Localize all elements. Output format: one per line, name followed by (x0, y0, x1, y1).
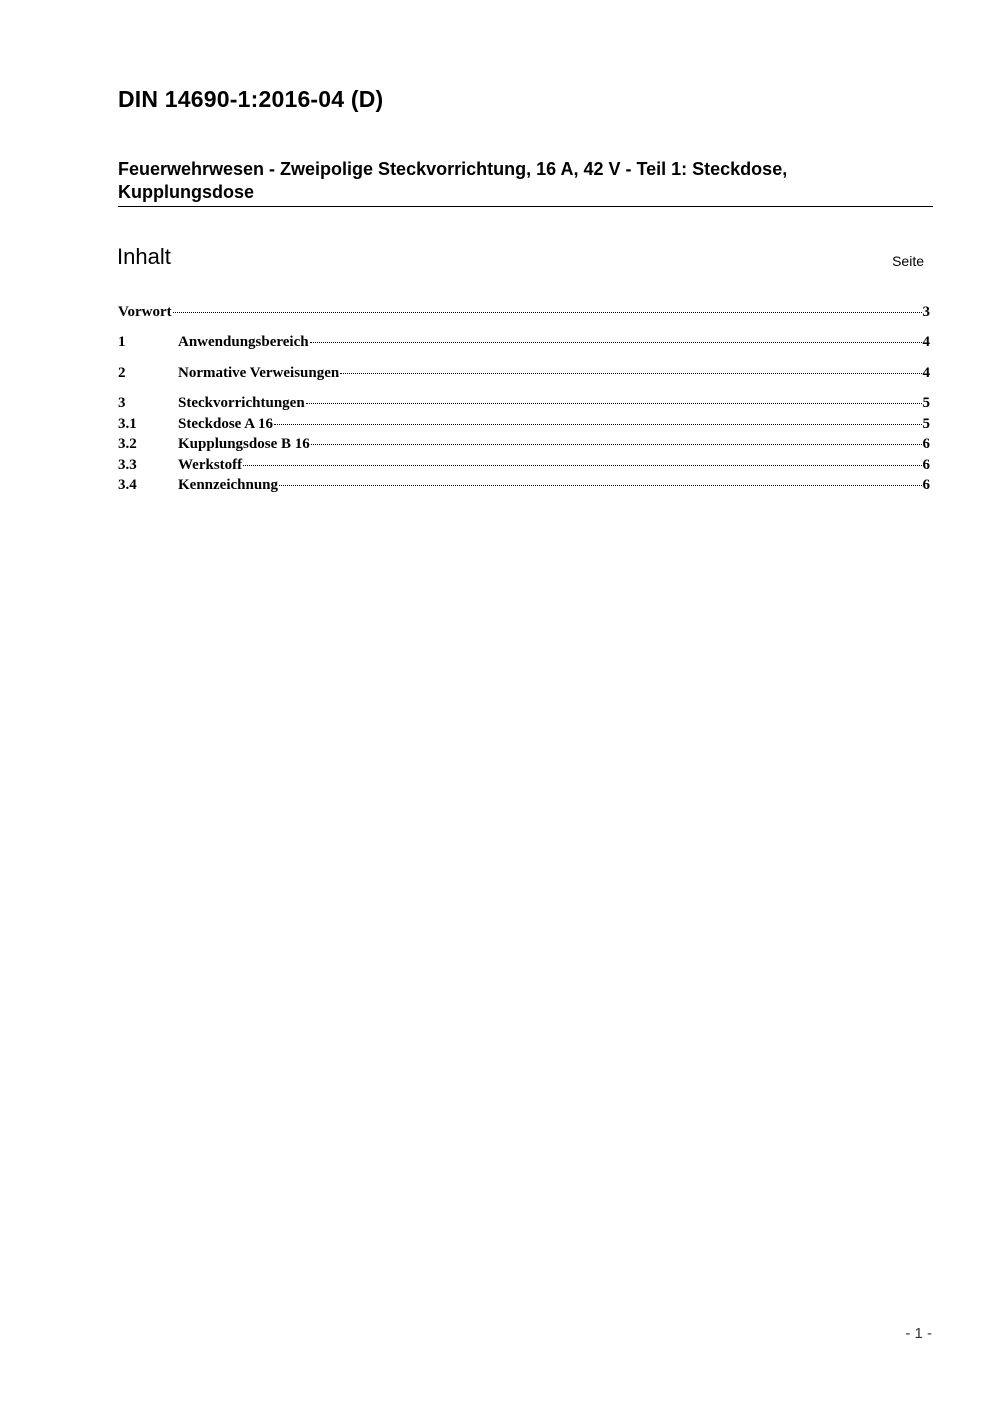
toc-entry-number: 1 (118, 334, 126, 350)
toc-entry-number: 3.3 (118, 457, 137, 473)
toc-entry-page: 6 (922, 436, 930, 452)
toc-entry-number: 3.1 (118, 416, 137, 432)
toc-entry-number: 2 (118, 365, 126, 381)
toc-entry-steckdose-a16[interactable] (118, 415, 930, 433)
toc-entry-page: 4 (922, 334, 930, 350)
toc-entry-number: 3.2 (118, 436, 137, 452)
toc-dot-leader (243, 464, 921, 466)
toc-dot-leader (310, 341, 922, 343)
toc-entry-anwendungsbereich[interactable] (118, 333, 930, 351)
title-divider (118, 206, 933, 207)
document-subtitle: Feuerwehrwesen - Zweipolige Steckvorrichtung, 16 A, 42 V - Teil 1: Steckdose, Kupplungsdose (118, 159, 788, 202)
toc-entry-number: 3.4 (118, 477, 137, 493)
toc-entry-label: Kupplungsdose B 16 (178, 436, 310, 452)
toc-entry-label: Normative Verweisungen (178, 365, 340, 381)
toc-entry-label: Steckvorrichtungen (178, 395, 305, 411)
toc-entry-page: 3 (922, 304, 930, 320)
toc-dot-leader (274, 423, 921, 425)
toc-entry-number: 3 (118, 395, 126, 411)
toc-entry-page: 5 (922, 395, 930, 411)
toc-entry-label: Kennzeichnung (178, 477, 279, 493)
toc-entry-page: 4 (922, 365, 930, 381)
toc-entry-normative-verweisungen[interactable] (118, 364, 930, 382)
toc-entry-label: Steckdose A 16 (178, 416, 274, 432)
toc-dot-leader (306, 402, 922, 404)
toc-entry-vorwort[interactable] (118, 303, 930, 321)
toc-dot-leader (173, 311, 922, 313)
toc-dot-leader (340, 372, 921, 374)
toc-entry-label: Anwendungsbereich (178, 334, 309, 350)
toc-entry-steckvorrichtungen[interactable] (118, 394, 930, 412)
toc-page-column-heading: Seite (892, 253, 924, 269)
toc-entry-label: Werkstoff (178, 457, 243, 473)
page-number: - 1 - (905, 1325, 932, 1342)
toc-entry-kennzeichnung[interactable] (118, 476, 930, 494)
document-title: DIN 14690-1:2016-04 (D) (118, 86, 384, 112)
toc-entry-label: Vorwort (118, 304, 172, 320)
toc-entry-werkstoff[interactable] (118, 456, 930, 474)
toc-entry-page: 6 (922, 457, 930, 473)
toc-entry-page: 6 (922, 477, 930, 493)
toc-entry-page: 5 (922, 416, 930, 432)
toc-entry-kupplungsdose-b16[interactable] (118, 435, 930, 453)
toc-heading: Inhalt (117, 244, 171, 269)
toc-dot-leader (279, 484, 921, 486)
toc-dot-leader (311, 443, 922, 445)
